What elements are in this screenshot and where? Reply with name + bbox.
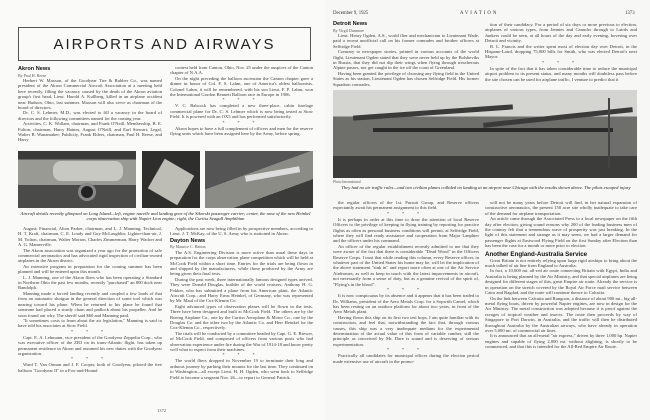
photo-caption: Aircraft details recently glimpsed on Long Island—left, engine nacelle and landing gear of the Sikorski passenger carrier; center, the nose of the new Heinkel corps observation ship with Napier Lion engine; right, the Curtiss Seagull Amphibian: [20, 211, 311, 222]
paragraph: R. L. Francis and the writer spent most of election day over Detroit, in the Hispano-Laird, dropping 75,000 bills for Smith, who was elected Detroit's next Mayor.: [485, 43, 637, 60]
paragraph: contest held from Canton, Ohio, Nov. 25 under the auspices of the Canton chapter of N.A.A.: [170, 65, 313, 76]
separator: * * *: [71, 356, 109, 362]
paragraph: Akron hopes to have a full complement of officers and men for the reserve flying units which have been assigned here by the Army, before spring.: [170, 125, 313, 137]
paragraph: will not be many years before Detroit will find, in her natural expansion of constructive aeronautics, the present 150 acre site wholly inadequate to take care of the demand for airplane transportation.: [485, 200, 637, 216]
paragraph: Having flown this ship on its first two test hops, I am quite familiar with its construction, and feel that, notwithstanding the fact that, through various causes, this ship was a very inadequate medium for the experimental determination of the actual value of this form of variable camber, still the principle as conceived by Mr. Dare is sound and is deserving of serious experimentation.: [333, 314, 479, 347]
detroit-news-column: [333, 20, 479, 88]
separator: * * *: [387, 287, 425, 293]
detroit-news-column-2: [485, 22, 637, 88]
photo-caption: They had no air traffic rules—and two civilian planes collided on landing at an airport near Chicago with the results shown above. The pilots escaped injury: [341, 185, 631, 190]
byline: By Maurice C. Hatton: [170, 244, 206, 250]
paragraph: tion of their candidacy. For a period of six days or more previous to election, airplanes of various types, from Jennies and Canucks through to Lairds and Junkers could be seen, at all hours of the day and early evening, hovering over Detroit and vicinity.: [485, 22, 637, 44]
paragraph: On the link between Calcutta and Rangoon, a distance of about 900 mi., big all-metal flying boats, driven by powerful Napier engines, are now in design for the Air Ministry. The metal construction was adopted because it is proof against the ravages of tropical weather and insects. The route then proceeds by way of Singapore to Port Darwin, in Australia, and the traffic will then be distributed throughout Australia by the Australian airways, who have already in operation over 5,000 mi. of commercial air lines.: [485, 295, 637, 333]
paragraph: Practically all candidates for municipal offices during the election period made extensive use of aircraft in the promo-: [333, 353, 479, 364]
paragraph: August; Financial, Alton Parker, chairman, and L. J. Manning; Technical, H. T. Kraft, chairman, C. E. Loudy and Guy McLaughlin; Lighter-than-air, J. M. Yolton, chairman, Walter Morton, Charles Zimmerman, Harry Wacker and A. G. Mamerville.: [18, 226, 162, 248]
paragraph: "It sometimes costs to learn about the air legislation," Manning is said to have told his associates at Stow Field.: [18, 317, 162, 329]
separator: * * *: [71, 328, 109, 334]
photo-collided-planes: [333, 90, 637, 178]
separator: * * *: [387, 347, 425, 353]
section-heading: Another England-Australia Service: [485, 250, 588, 258]
paragraph: Capt. E. A. Lehmann, vice president of the Goodyear Zeppelin Corp., who was executive officer of the ZR3 on its trans-Atlantic flight, has taken up permanent residence in Akron and assumed his new duties with the Goodyear organization.: [18, 334, 162, 356]
separator: * * *: [387, 210, 425, 216]
paragraph: During the past week, three internationally famous designed types arrived. They were Donald Douglas, builder of the world cruisers; Anthony H. G. Fokker, who has submitted a plane from his American plant, the Atlantic Aircraft Corp.; and Harry Ernst Heinkel, of Germany, who was represented by Mr. Maul of the Cox-Klemin Co.: [170, 276, 313, 304]
paragraph: Herbert W. Maxson, of the Goodyear Tire & Rubber Co., was named president of the Akron Commercial Aircraft Association at a meeting held here recently, filling the vacancy caused by the death of the Akron aviation group's first head, Lieut. Harold A. Kullberg, killed in an airplane accident near Hudson, Ohio, last summer. Maxson will also serve as chairman of the board of directors.: [18, 77, 162, 110]
issue-date: December 9, 1925: [333, 11, 369, 16]
paragraph: Activities, C. K. Wollam, chairman, and Frank O'Neill, Membership, B. E. Fulton, chairman, Harry Haines, August O'Neill, and Earl Stewart; Legal, Walter B. Wanamaker; Publicity, Frank Ehlers, chairman, Paul H. Reese, and Harry: [18, 121, 162, 143]
paragraph: Dr. C. S. Lehmer, M.D., was elected to fill a vacancy in the board of directors and the following committees named for the coming year.: [18, 110, 162, 121]
paragraph: Great Britain is not entirely relying upon large rigid airships to bring about the much talked of air line from England to Australia.: [485, 257, 637, 269]
paragraph: L. J. Manning, one of the Akron fliers who has been operating a Standard in Northern Ohio the past few months, recently "purchased" an 800 dock near Randolph.: [18, 274, 162, 291]
separator: * * *: [222, 352, 261, 358]
paragraph: The world fliers dropped in November 19 to terminate their long and arduous journey by parking their mounts for the last time. They continued on to Washington—all except Lieut. H. H. Ogden, who went back to Selfridge Field to become a sergeant Nov. 26—to report to General Patrick.: [170, 358, 313, 380]
paragraph: Manning made a forced landing recently and coupled a few loads of that from an automatic shotgun in the general direction of some tool which was nearing toward his plane. When he returned to his plane he found that someone had placed a sturdy chain and padlock about his propeller. And he soon found out why. The sheriff said $60 and Manning paid.: [18, 290, 162, 318]
detroit-news-continued: [333, 200, 479, 406]
akron-news-column-2: [170, 65, 313, 149]
paragraph: In spite of the fact that it has taken considerable time to reduce the municipal airport problem to its present status, and many months will doubtless pass before the site chosen can be used for airplane traffic, I venture to predict that it: [485, 65, 637, 82]
paragraph: It is now conspicuous by its absence and it appears that it has been traded to Dr. Williams, president of the Aero Metals Corp. for a Sopwith Camel, which has been resting on an outdoor platform for about two years, in front of the Aero Metals plant.: [333, 293, 479, 315]
page-title: AIRPORTS AND AIRWAYS: [18, 27, 311, 61]
right-page: [325, 0, 650, 420]
paragraph: On the night preceding the balloon ascension the Canton chapter gave a dinner in honor of Col. F. S. Lahm, one of America's oldest balloonists. Colonel Lahm, it will be remembered, with his son Lieut. F. P. Lahm, won the International Gordon Bennett Balloon race in Europe in 1906.: [170, 75, 313, 98]
photo-heinkel-nose: [142, 151, 200, 208]
separator: * * *: [222, 97, 261, 103]
akron-news-column: [18, 65, 162, 149]
byline: By Paul H. Reese: [18, 72, 47, 78]
paragraph: Eight advanced types of observation planes will be flown in the tests. Three have been designed and built at McCook Field. The others are by the Boeing Airplane Co., one by the Curtiss Aeroplane & Motor Co., one by the Douglas Co. and the other two by the Atlantic Co. and Herr Heinkel for the Cox-Klemin Co., respectively.: [170, 303, 313, 331]
paragraph: The A.S. Engineering Division is more active than usual these days in preparation for the corps observation plane competition which will be held at McCook Field within a short time. Entries for the trials are being flown in and shipped by the manufacturers, while those produced by the Army are being given their final tests.: [170, 249, 313, 277]
paragraph: The Akron association was organized a year ago for the promotion of safe commercial aeronautics and has advocated rigid inspection of civilian-owned airplanes in the Akron district.: [18, 247, 162, 264]
separator: * * *: [542, 59, 580, 65]
section-heading: Akron News: [18, 66, 51, 72]
paragraph: Having been granted the privilege of choosing any flying field in the United States as his station, Lieutenant Ogden has chosen Selfridge Field. His former Squadron comrades,: [333, 70, 479, 87]
paragraph: Applications are now being filled in by prospective members, according to Lieut. J. T. McKay, of the U. S. Army who is stationed in Akron.: [170, 226, 313, 237]
paragraph: V. C. Babcock has completed a new three-place, cabin fuselage commercial plane for Dr. C. S. Lehmer which is now being tested at Stow Field. It is powered with an OX5 and has performed satisfactorily.: [170, 103, 313, 120]
dayton-news-column: [170, 226, 313, 404]
byline: By Virgil Dunmore: [333, 27, 364, 33]
page-number: 1373: [625, 11, 635, 16]
paragraph: Ward T. Van Orman and J. F. Cooper, both of Goodyear, piloted the free balloon "Goodyear II" in a Fox-and-Hound: [18, 362, 162, 373]
paragraph: Contrary to newspaper stories, printed in various accounts of the world flight, Lieutenant Ogden stated that they were never held up by the Bolsheviks in Russia, that they did not dip their wings when flying through treacherous Alpine passes, nor get caught in the ice off the coast of Greenland.: [333, 49, 479, 71]
separator: * * *: [222, 119, 261, 125]
paragraph: The trials will be conducted by a committee headed by Capt. G. E. Brewer, of McCook Field, and composed of officers from various posts who had observation experience under fire during the War of 1914-18 and know pretty well what to expect from their machines.: [170, 330, 313, 353]
section-heading: Dayton News: [170, 237, 206, 244]
paragraph: In fact, a 10,000 mi. all-red air route connecting Britain with Egypt, India and Australia is being planned by the Air Ministry, and that special airplanes are being designed for different stages of this, great Empire air route. Already the service is in operation on the stretch covered by the Royal Air Force mail service between Cairo and Bagdad, and the route will continue thence to Calcutta.: [485, 268, 637, 296]
paragraph: It is announced that an all-metal "air express," driven by three 1,000 hp. Napier engines and capable of flying 2,000 mi. without alighting, is shortly to be commenced, and that this is intended for the All-Red Empire Air Route.: [485, 333, 637, 350]
photo-credit: Photo International: [333, 180, 361, 184]
paragraph: Lieut. Henry Ogden, A.S., world flier and mechanician to Lieutenant Wade, paid a recent unofficial call on his former comrades and brother officers at Selfridge Field.: [333, 32, 479, 49]
photo-curtiss-seagull: [205, 151, 313, 208]
paragraph: An extensive program in preparation for the coming summer has been planned and will be entered upon this month.: [18, 263, 162, 275]
paragraph: An officer of the regular establishment recently admitted to me that they were aware of the fact that there is considerable "Dead Wood" in the Officers Reserve Corps. I trust that while reading this column, every Reserve officer, in whatever part of the United States his home may be, will let the implication of the above statement "sink in" and report more often at one of the Air Service Airdromes, as well as keep in touch with the latest improvements in aircraft, not necessarily from a sense of duty, but as a genuine revival of the spirit of, "Flying's in the blood".: [333, 243, 479, 287]
akron-news-continued: [18, 226, 162, 404]
photo-engine-nacelle: [18, 151, 136, 208]
page-number: 1372: [157, 408, 167, 413]
paragraph: It is perhaps in order at this time to draw the attention of local Reserve Officers to the privilege of keeping in flying training by reporting for practice flights as often as personal business conditions will permit, at Selfridge Field, where they will find ready assistance and cooperation from Major Lanphier and the officers under his command.: [333, 216, 479, 244]
section-heading: Detroit News: [333, 21, 368, 27]
paragraph: An article came through the Associated Press to a local newspaper on the fifth day after election, giving sound reasons why 200 of the leading business men of the country felt that a tremendous wave of prosperity was just breaking. In the light of this statement and strange as it may seem, we had a larger demand for passenger flights at Eastwood Flying Field on the first Sunday after Election than has been the case for a month or more prior to election.: [485, 216, 637, 249]
magazine-name: AVIATION: [460, 11, 499, 16]
england-australia-column: [485, 200, 637, 406]
paragraph: the regular officers of the 1st. Pursuit Group, and Reserve officers expectantly await his permanent assignment to this field.: [333, 200, 479, 211]
